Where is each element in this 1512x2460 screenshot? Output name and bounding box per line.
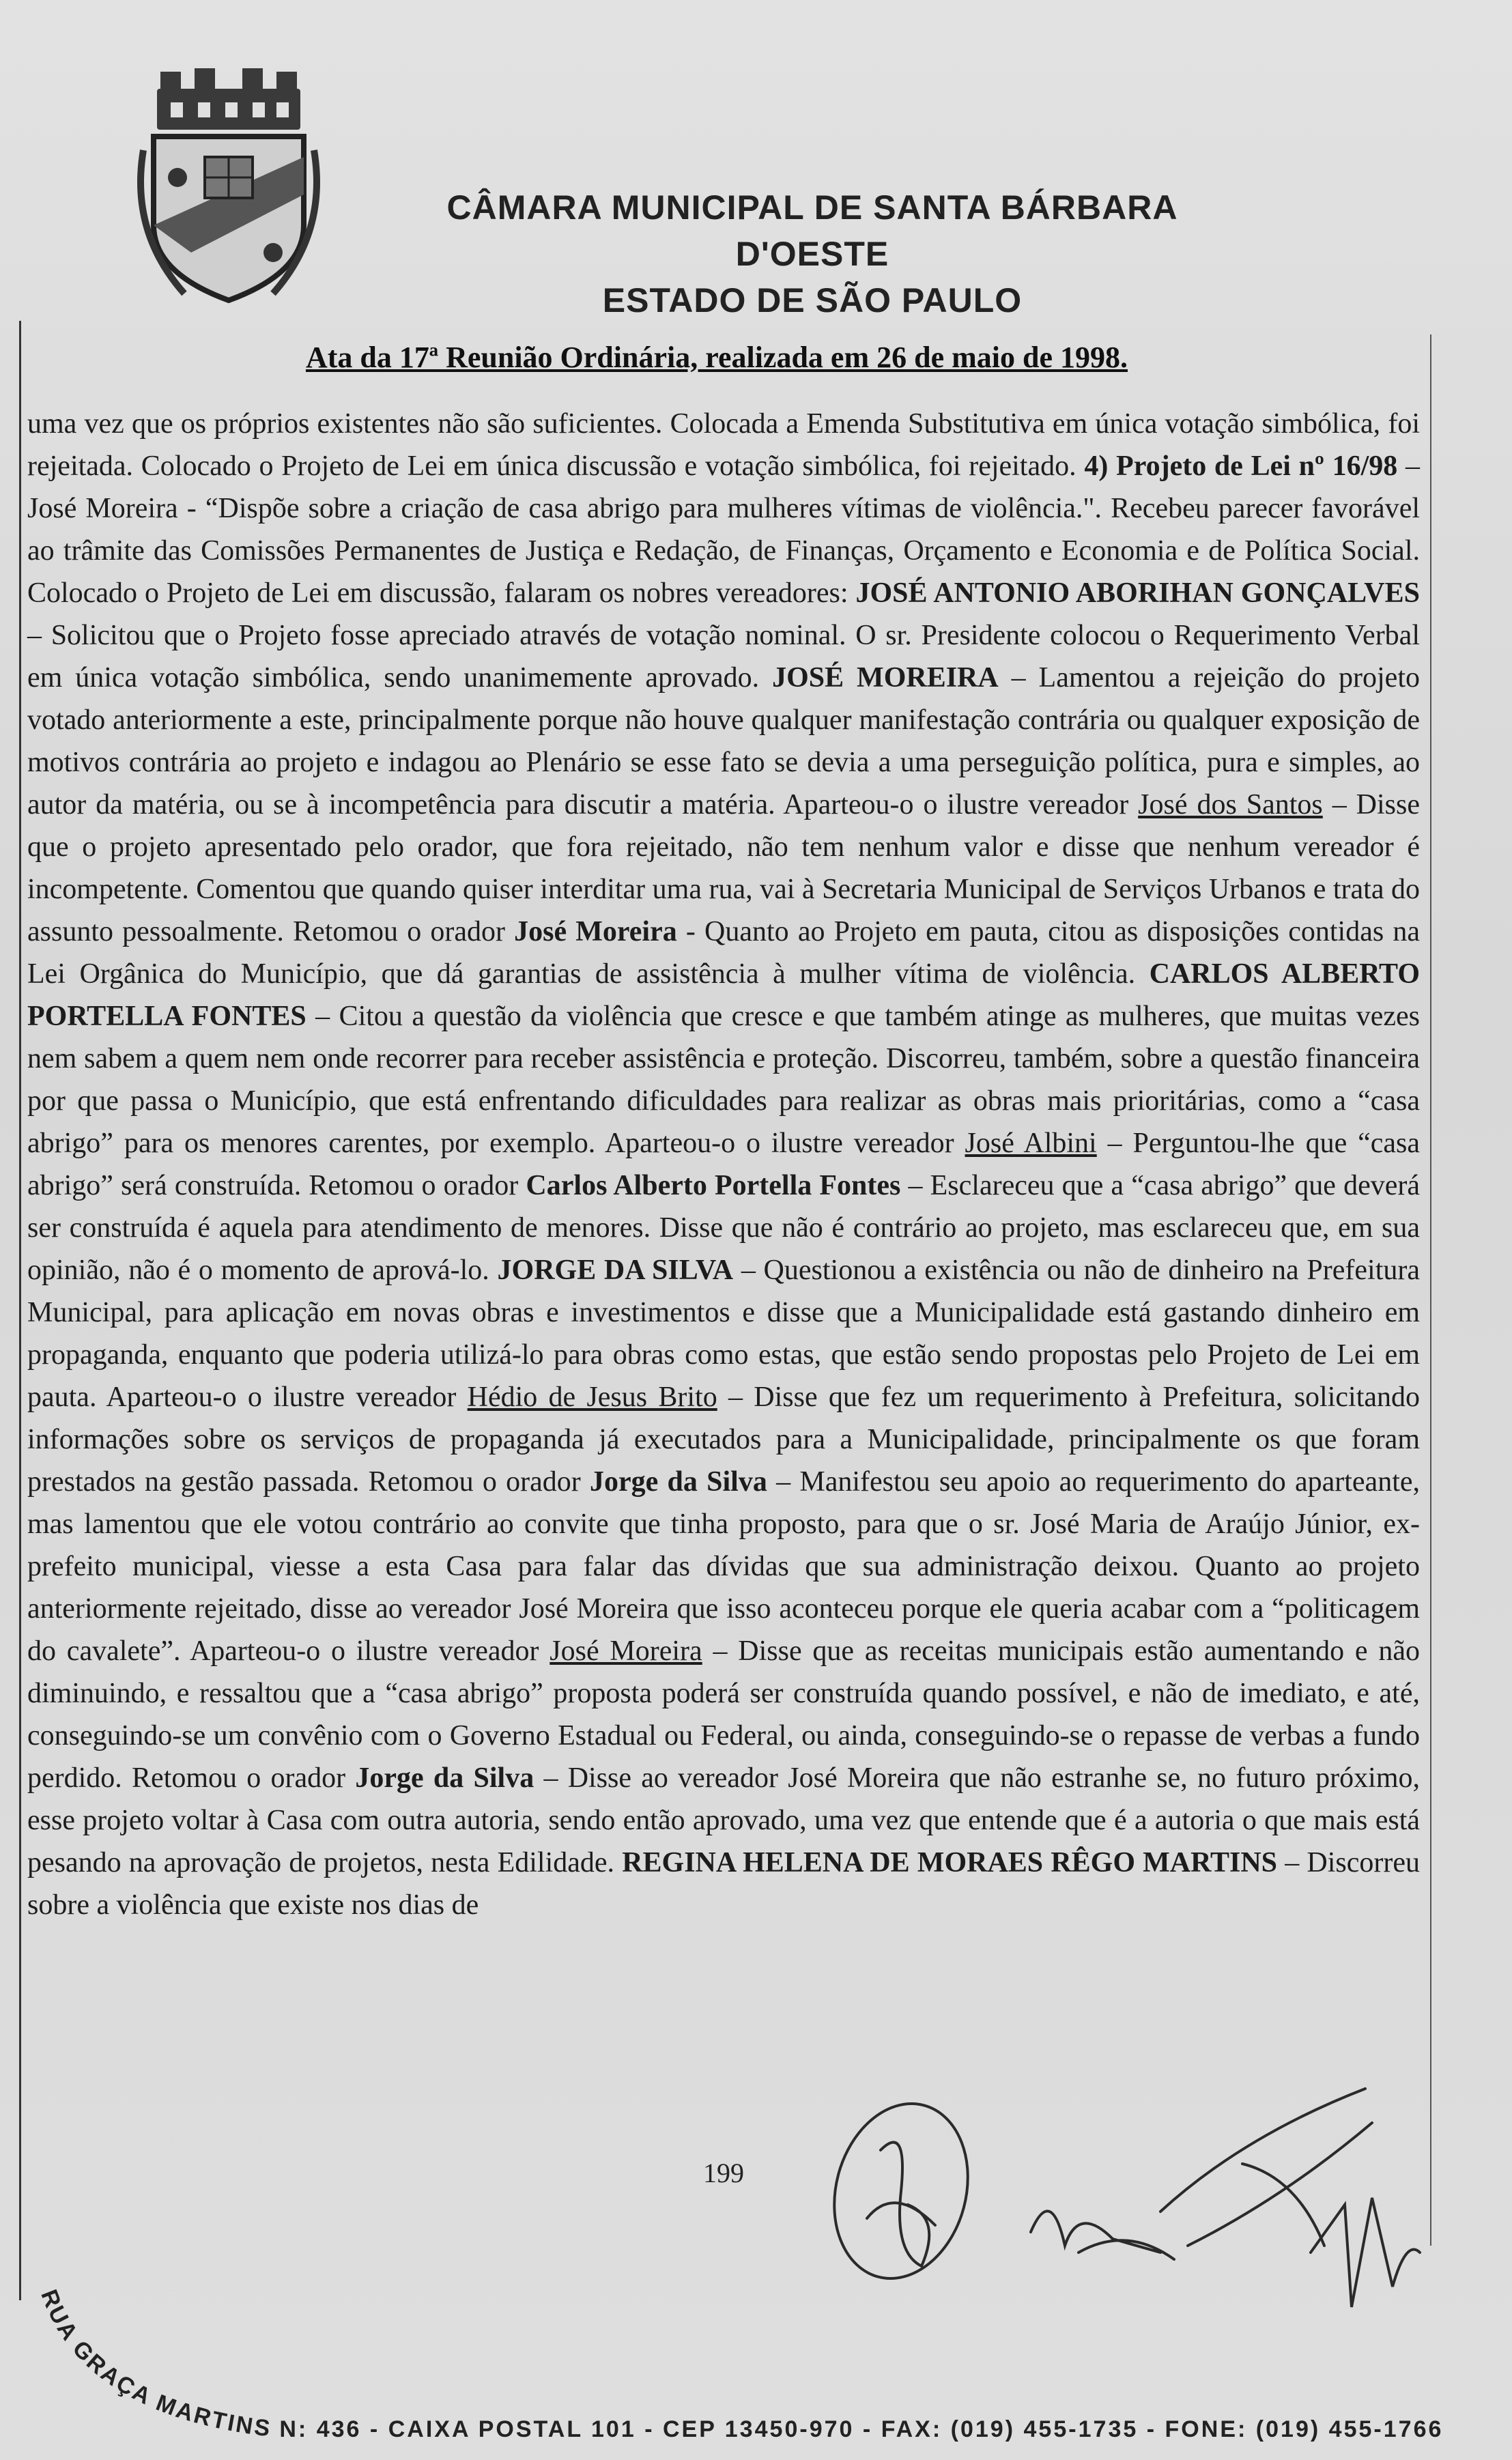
text-run: – Discorreu sobre a violência que existe nos dias de <box>27 1847 1420 1921</box>
text-run: – Disse que o projeto apresentado pelo orador, que fora rejeitado, não tem nenhum valor e disse que nenhum vereador é incompetente. Comentou que quando quiser interditar uma rua, vai à Secretaria Municipal de Serviços Urbanos e trata do assunto pessoalmente. Retomou o orador <box>27 789 1420 947</box>
letterhead-institution: CÂMARA MUNICIPAL DE SANTA BÁRBARA D'OESTE <box>446 188 1178 273</box>
footer-address-text: RUA GRAÇA MARTINS N: 436 - CAIXA POSTAL 101 - CEP 13450-970 - FAX: (019) 455-1735 - FONE: (019) 455-1766 <box>35 2286 1444 2442</box>
text-run: – Questionou a existência ou não de dinheiro na Prefeitura Municipal, para aplicação em novas obras e investimentos e disse que a Municipalidade está gastando dinheiro em propaganda, enquanto que poderia utilizá-lo para obras como estas, que estão sendo propostas pelo Projeto de Lei em pauta. Aparteou-o o ilustre vereador <box>27 1255 1420 1413</box>
text-run: - Quanto ao Projeto em pauta, citou as disposições contidas na Lei Orgânica do Município, que dá garantias de assistência à mulher vítima de violência. <box>27 916 1420 990</box>
bold-run: CARLOS ALBERTO PORTELLA FONTES <box>27 958 1420 1032</box>
text-run: – Citou a questão da violência que cresce e que também atinge as mulheres, que muitas vezes nem sabem a quem nem onde recorrer para receber assistência e proteção. Discorreu, também, sobre a questão financeira por que passa o Município, que está enfrentando dificuldades para realizar as obras mais prioritárias, como a “casa abrigo” para os menores carentes, por exemplo. Aparteou-o o ilustre vereador <box>27 1001 1420 1159</box>
bold-run: JOSÉ MOREIRA <box>772 662 999 693</box>
page-number: 199 <box>703 2158 744 2188</box>
text-run: – Disse que as receitas municipais estão aumentando e não diminuindo, e ressaltou que a “casa abrigo” proposta poderá ser construída quando possível, e não de imediato, e até, conseguindo-se um convênio com o Governo Estadual ou Federal, ou ainda, conseguindo-se o repasse de verbas a fundo perdido. Retomou o orador <box>27 1635 1420 1794</box>
text-run: – Esclareceu que a “casa abrigo” que deverá ser construída é aquela para atendimento de menores. Disse que não é contrário ao projeto, mas esclareceu que, em sua opinião, não é o momento de aprová-lo. <box>27 1170 1420 1286</box>
bold-run: Jorge da Silva <box>590 1466 767 1498</box>
bold-run: Jorge da Silva <box>355 1762 534 1794</box>
text-run: – José Moreira - “Dispõe sobre a criação de casa abrigo para mulheres vítimas de violência.". Recebeu parecer favorável ao trâmite das Comissões Permanentes de Justiça e Redação, de Finanças, Orçamento e Economia e de Política Social. Colocado o Projeto de Lei em discussão, falaram os nobres vereadores: <box>27 450 1420 609</box>
bold-run: Carlos Alberto Portella Fontes <box>526 1170 901 1201</box>
underlined-name: José Albini <box>965 1128 1097 1159</box>
bold-run: 4) Projeto de Lei nº 16/98 <box>1084 450 1398 482</box>
minutes-paragraph <box>27 403 1420 1926</box>
footer-address <box>27 2280 1502 2457</box>
letterhead-state: ESTADO DE SÃO PAULO <box>602 281 1023 319</box>
text-run: – Manifestou seu apoio ao requerimento do aparteante, mas lamentou que ele votou contrário ao convite que tinha proposto, para que o sr. José Maria de Araújo Júnior, ex-prefeito municipal, viesse a esta Casa para falar das dívidas que sua administração deixou. Quanto ao projeto anteriormente rejeitado, disse ao vereador José Moreira que isso aconteceu porque ele queria acabar com a “politicagem do cavalete”. Aparteou-o o ilustre vereador <box>27 1466 1421 1667</box>
text-run: – Disse que fez um requerimento à Prefeitura, solicitando informações sobre os serviços de propaganda já executados para a Municipalidade, principalmente os que foram prestados na gestão passada. Retomou o orador <box>27 1382 1420 1498</box>
text-run: – Solicitou que o Projeto fosse apreciado através de votação nominal. O sr. Presidente colocou o Requerimento Verbal em única votação simbólica, sendo unanimemente aprovado. <box>27 620 1420 693</box>
text-run: – Lamentou a rejeição do projeto votado anteriormente a este, principalmente porque não houve qualquer manifestação contrária ou qualquer exposição de motivos contrária ao projeto e indagou ao Plenário se esse fato se devia a uma perseguição política, pura e simples, ao autor da matéria, ou se à incompetência para discutir a matéria. Aparteou-o o ilustre vereador <box>27 662 1420 820</box>
municipal-coat-of-arms <box>130 68 328 314</box>
bold-run: JOSÉ ANTONIO ABORIHAN GONÇALVES <box>855 577 1420 609</box>
text-run: – Perguntou-lhe que “casa abrigo” será construída. Retomou o orador <box>27 1128 1420 1201</box>
letterhead <box>369 184 1256 324</box>
underlined-name: José Moreira <box>550 1635 702 1667</box>
right-margin-rule <box>1430 334 1431 2246</box>
bold-run: JORGE DA SILVA <box>497 1255 734 1286</box>
svg-text:RUA GRAÇA MARTINS N: 436 - CAI <box>35 2286 1443 2442</box>
bold-run: REGINA HELENA DE MORAES RÊGO MARTINS <box>622 1847 1278 1878</box>
left-margin-rule <box>19 321 21 2300</box>
text-run: uma vez que os próprios existentes não são suficientes. Colocada a Emenda Substitutiva em única votação simbólica, foi rejeitada. Colocado o Projeto de Lei em única discussão e votação simbólica, foi rejeitado. <box>27 408 1420 482</box>
minutes-title: Ata da 17ª Reunião Ordinária, realizada em 26 de maio de 1998. <box>305 341 1128 374</box>
minutes-body <box>27 403 1420 1926</box>
bold-run: José Moreira <box>514 916 677 947</box>
text-run: – Disse ao vereador José Moreira que não estranhe se, no futuro próximo, esse projeto voltar à Casa com outra autoria, sendo então aprovado, uma vez que entende que é a autoria o que mais está pesando na aprovação de projetos, nesta Edilidade. <box>27 1762 1420 1878</box>
underlined-name: José dos Santos <box>1138 789 1323 820</box>
underlined-name: Hédio de Jesus Brito <box>467 1382 717 1413</box>
